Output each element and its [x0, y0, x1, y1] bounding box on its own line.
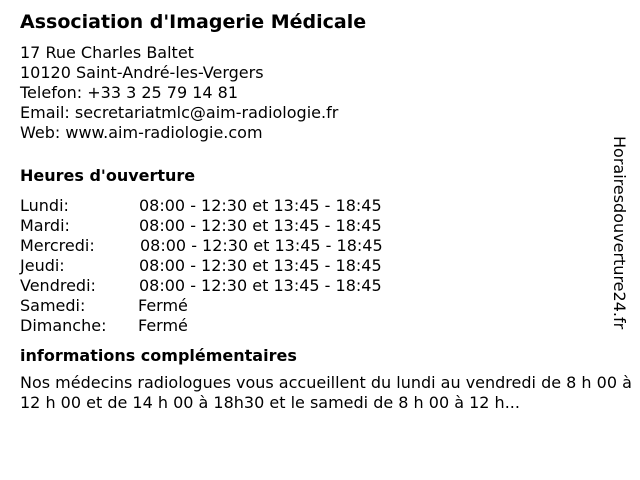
hours-table	[20, 196, 610, 336]
brand-watermark: Horairesdouverture24.fr	[610, 136, 629, 330]
day-label: Jeudi:	[20, 256, 65, 275]
day-hours: Fermé	[138, 316, 188, 335]
day-label: Samedi:	[20, 296, 86, 315]
day-hours: 08:00 - 12:30 et 13:45 - 18:45	[139, 256, 382, 275]
hours-row	[20, 296, 610, 316]
day-label: Mercredi:	[20, 236, 95, 255]
website: Web: www.aim-radiologie.com	[20, 123, 263, 142]
hours-row	[20, 236, 610, 256]
email-address: Email: secretariatmlc@aim-radiologie.fr	[20, 103, 339, 122]
day-label: Dimanche:	[20, 316, 107, 335]
day-label: Lundi:	[20, 196, 69, 215]
hours-row	[20, 216, 610, 236]
hours-row	[20, 256, 610, 276]
city-address: 10120 Saint-André-les-Vergers	[20, 63, 264, 82]
info-heading: informations complémentaires	[20, 346, 297, 365]
info-text: Nos médecins radiologues vous accueillent du lundi au vendredi de 8 h 00 à 12 h 00 et de 14 h 00 à 18h30 et le samedi de 8 h 00 à 12 h...	[20, 373, 632, 412]
street-address: 17 Rue Charles Baltet	[20, 43, 194, 62]
day-hours: 08:00 - 12:30 et 13:45 - 18:45	[139, 196, 382, 215]
hours-row	[20, 196, 610, 216]
day-hours: 08:00 - 12:30 et 13:45 - 18:45	[139, 276, 382, 295]
hours-row	[20, 316, 610, 336]
hours-row	[20, 276, 610, 296]
day-hours: 08:00 - 12:30 et 13:45 - 18:45	[140, 236, 383, 255]
address-block	[20, 43, 610, 143]
page-title: Association d'Imagerie Médicale	[20, 11, 367, 33]
day-label: Vendredi:	[20, 276, 96, 295]
day-hours: 08:00 - 12:30 et 13:45 - 18:45	[139, 216, 382, 235]
hours-heading: Heures d'ouverture	[20, 166, 196, 185]
day-hours: Fermé	[138, 296, 188, 315]
day-label: Mardi:	[20, 216, 70, 235]
phone-number: Telefon: +33 3 25 79 14 81	[20, 83, 239, 102]
